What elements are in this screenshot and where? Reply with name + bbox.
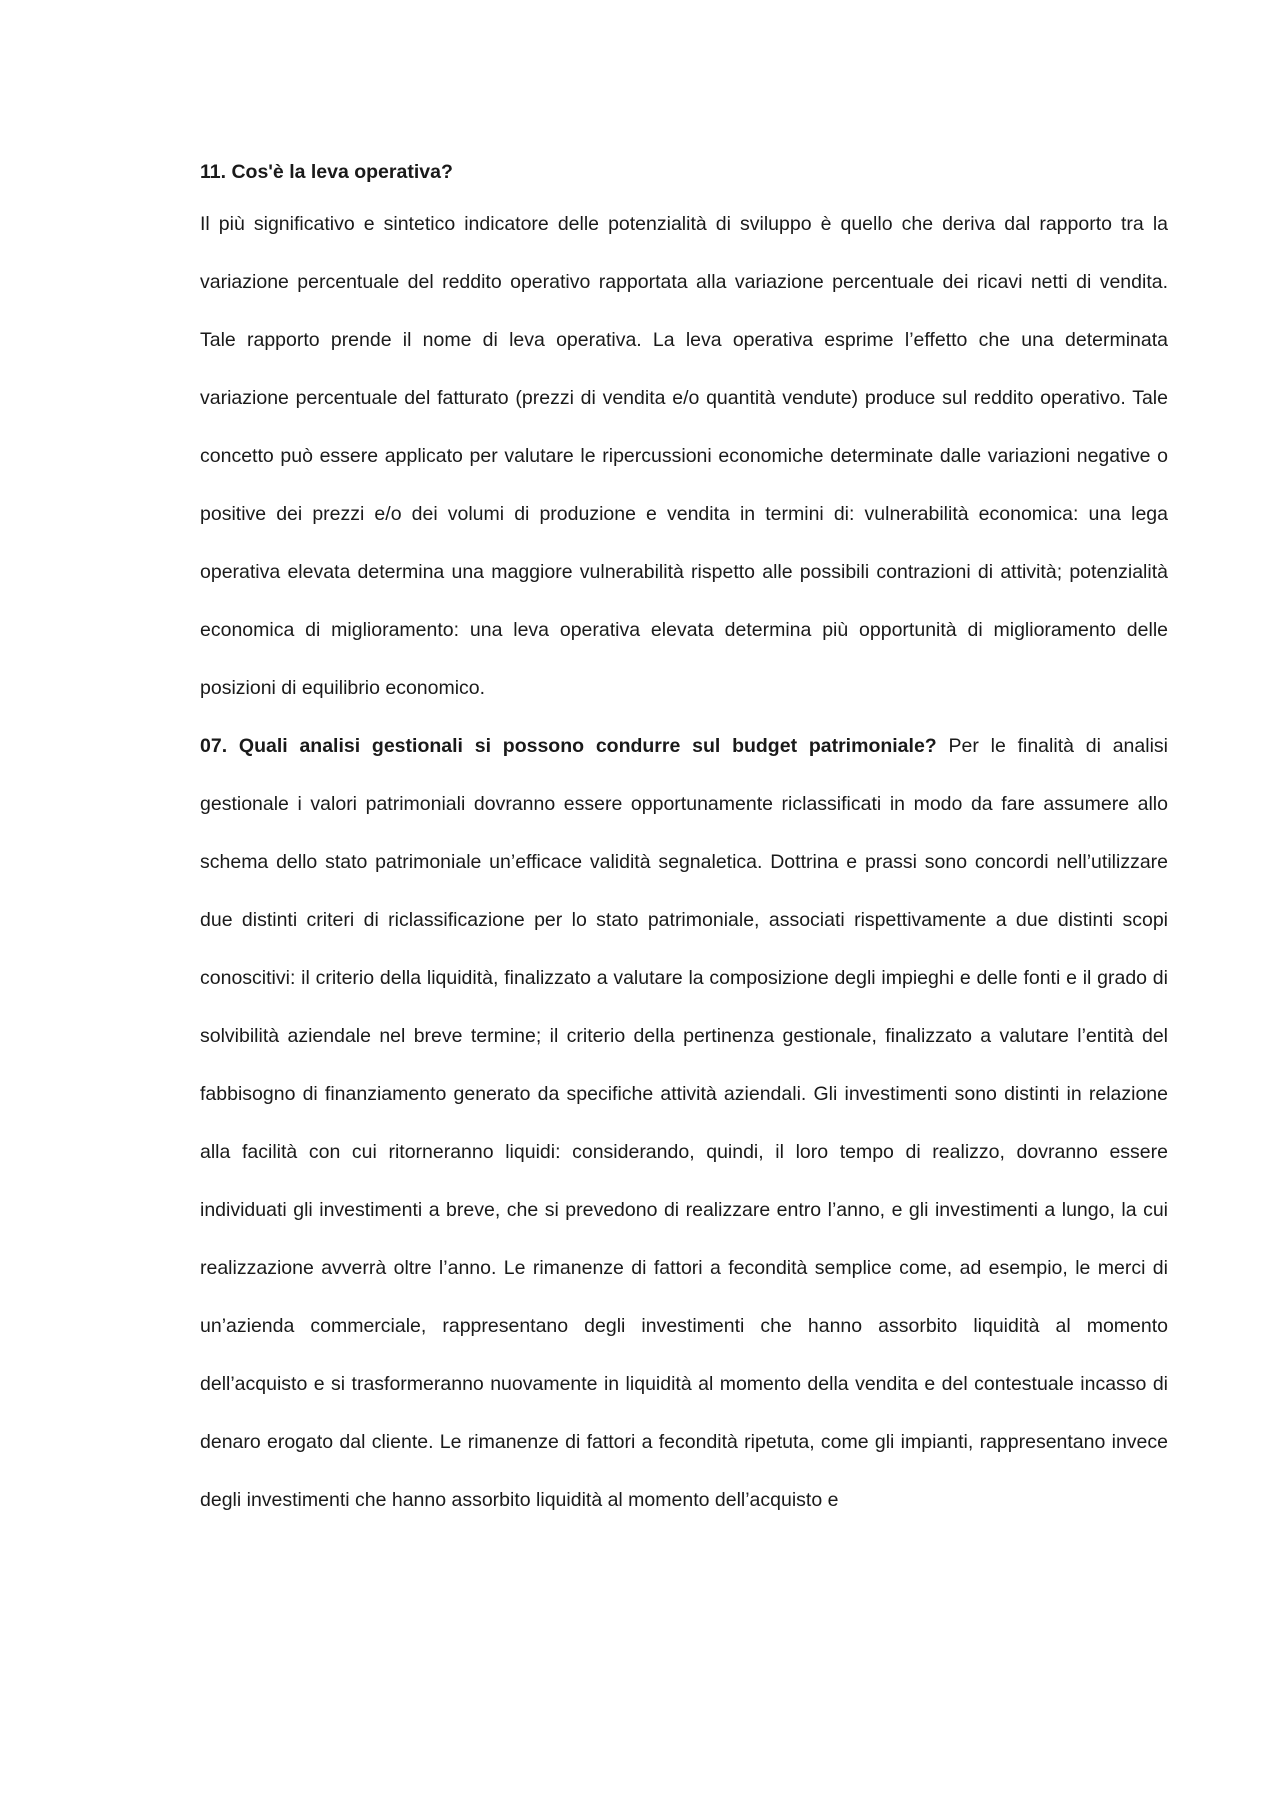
section-body-budget-patrimoniale: Per le finalità di analisi gestionale i valori patrimoniali dovranno essere opportunamente riclassificati in modo da fare assumere allo schema dello stato patrimoniale un’efficace validità segnaletica. Dottrina e prassi sono concordi nell’utilizzare due distinti criteri di riclassificazione per lo stato patrimoniale, associati rispettivamente a due distinti scopi conoscitivi: il criterio della liquidità, finalizzato a valutare la composizione degli impieghi e delle fonti e il grado di solvibilità aziendale nel breve termine; il criterio della pertinenza gestionale, finalizzato a valutare l’entità del fabbisogno di finanziamento generato da specifiche attività aziendali. Gli investimenti sono distinti in relazione alla facilità con cui ritorneranno liquidi: considerando, quindi, il loro tempo di realizzo, dovranno essere individuati gli investimenti a breve, che si prevedono di realizzare entro l’anno, e gli investimenti a lungo, la cui realizzazione avverrà oltre l’anno. Le rimanenze di fattori a fecondità semplice come, ad esempio, le merci di un’azienda commerciale, rappresentano degli investimenti che hanno assorbito liquidità al momento dell’acquisto e si trasformeranno nuovamente in liquidità al momento della vendita e del contestuale incasso di denaro erogato dal cliente. Le rimanenze di fattori a fecondità ripetuta, come gli impianti, rappresentano invece degli investimenti che hanno assorbito liquidità al momento dell’acquisto e xyxy=(200,735,1168,1511)
section-title-leva-operativa: 11. Cos'è la leva operativa? xyxy=(200,161,453,183)
section-title-budget-patrimoniale: 07. Quali analisi gestionali si possono condurre sul budget patrimoniale? xyxy=(200,735,937,757)
section-paragraph-budget-patrimoniale xyxy=(200,717,1168,1529)
document-content xyxy=(200,143,1168,1529)
section-body-leva-operativa: Il più significativo e sintetico indicatore delle potenzialità di sviluppo è quello che deriva dal rapporto tra la variazione percentuale del reddito operativo rapportata alla variazione percentuale dei ricavi netti di vendita. Tale rapporto prende il nome di leva operativa. La leva operativa esprime l’effetto che una determinata variazione percentuale del fatturato (prezzi di vendita e/o quantità vendute) produce sul reddito operativo. Tale concetto può essere applicato per valutare le ripercussioni economiche determinate dalle variazioni negative o positive dei prezzi e/o dei volumi di produzione e vendita in termini di: vulnerabilità economica: una lega operativa elevata determina una maggiore vulnerabilità rispetto alle possibili contrazioni di attività; potenzialità economica di miglioramento: una leva operativa elevata determina più opportunità di miglioramento delle posizioni di equilibrio economico. xyxy=(200,213,1168,699)
